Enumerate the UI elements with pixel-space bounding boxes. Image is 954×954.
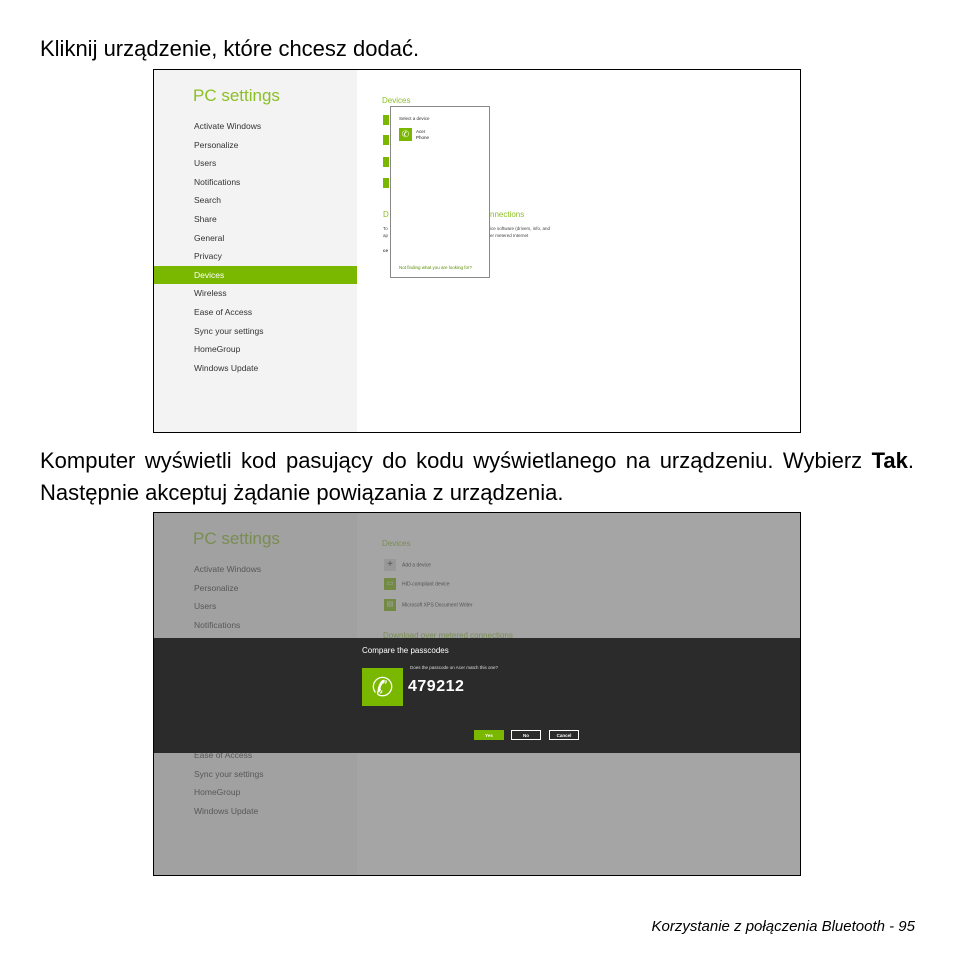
flyout-caption: Select a device	[399, 116, 430, 121]
menu-item-devices[interactable]: Devices	[154, 266, 357, 285]
device-icon	[383, 178, 389, 188]
text-fragment: To	[383, 226, 388, 231]
menu-item-ease-of-access[interactable]: Ease of Access	[194, 306, 253, 317]
menu-item-homegroup[interactable]: HomeGroup	[194, 344, 241, 355]
not-finding-link[interactable]: Not finding what you are looking for?	[399, 265, 473, 270]
settings-menu	[154, 117, 357, 377]
dialog-title: Compare the passcodes	[362, 646, 449, 655]
screenshot-compare-passcodes	[153, 512, 801, 876]
compare-passcodes-dialog	[154, 638, 800, 753]
menu-item-notifications[interactable]: Notifications	[194, 176, 241, 187]
paragraph-line-1: Komputer wyświetli kod pasujący do kodu wyświetlanego na urządzeniu.	[40, 448, 774, 473]
screenshot-select-device	[153, 69, 801, 433]
device-icon	[383, 135, 389, 145]
text-fragment: ap	[383, 233, 389, 238]
cancel-button[interactable]: Cancel	[549, 730, 579, 740]
paragraph-text: . Następnie akceptuj żądanie powiązania z urządzenia.	[40, 448, 915, 505]
instruction-paragraph-1: Kliknij urządzenie, które chcesz dodać.	[40, 36, 420, 61]
menu-item-users[interactable]: Users	[194, 158, 217, 169]
select-device-flyout	[390, 106, 490, 278]
device-type: Phone	[416, 135, 430, 140]
settings-sidebar	[154, 70, 357, 432]
heading-fragment: D	[383, 210, 389, 219]
page-footer: Korzystanie z połączenia Bluetooth - 95	[651, 918, 915, 935]
device-name: Acer	[416, 129, 426, 134]
menu-item-privacy[interactable]: Privacy	[194, 251, 222, 262]
dialog-question: Does the passcode on Acer match this one?	[410, 665, 499, 670]
phone-icon: ✆	[399, 128, 412, 141]
menu-item-wireless[interactable]: Wireless	[194, 288, 227, 299]
menu-item-personalize[interactable]: Personalize	[194, 139, 239, 150]
text-fragment: ice software (drivers, info, and	[490, 226, 551, 231]
menu-item-share[interactable]: Share	[194, 213, 217, 224]
heading-fragment: nnections	[490, 210, 525, 219]
phone-icon: ✆	[362, 668, 403, 706]
menu-item-sync-settings[interactable]: Sync your settings	[194, 325, 264, 336]
menu-item-activate-windows[interactable]: Activate Windows	[194, 121, 262, 131]
device-icon	[383, 157, 389, 167]
sidebar-title: PC settings	[193, 86, 280, 105]
no-button[interactable]: No	[511, 730, 541, 740]
text-fragment: ce	[383, 248, 389, 253]
menu-item-search[interactable]: Search	[194, 195, 221, 206]
text-fragment: er metered Internet	[490, 233, 529, 238]
menu-item-general[interactable]: General	[194, 232, 225, 243]
device-icon	[383, 115, 389, 125]
passcode: 479212	[408, 678, 465, 695]
menu-item-windows-update[interactable]: Windows Update	[194, 362, 259, 373]
instruction-paragraph-2	[40, 445, 914, 509]
paragraph-text: Wybierz	[782, 448, 872, 473]
yes-term: Tak	[871, 448, 908, 473]
section-title: Devices	[382, 96, 411, 105]
yes-button[interactable]: Yes	[474, 730, 504, 740]
